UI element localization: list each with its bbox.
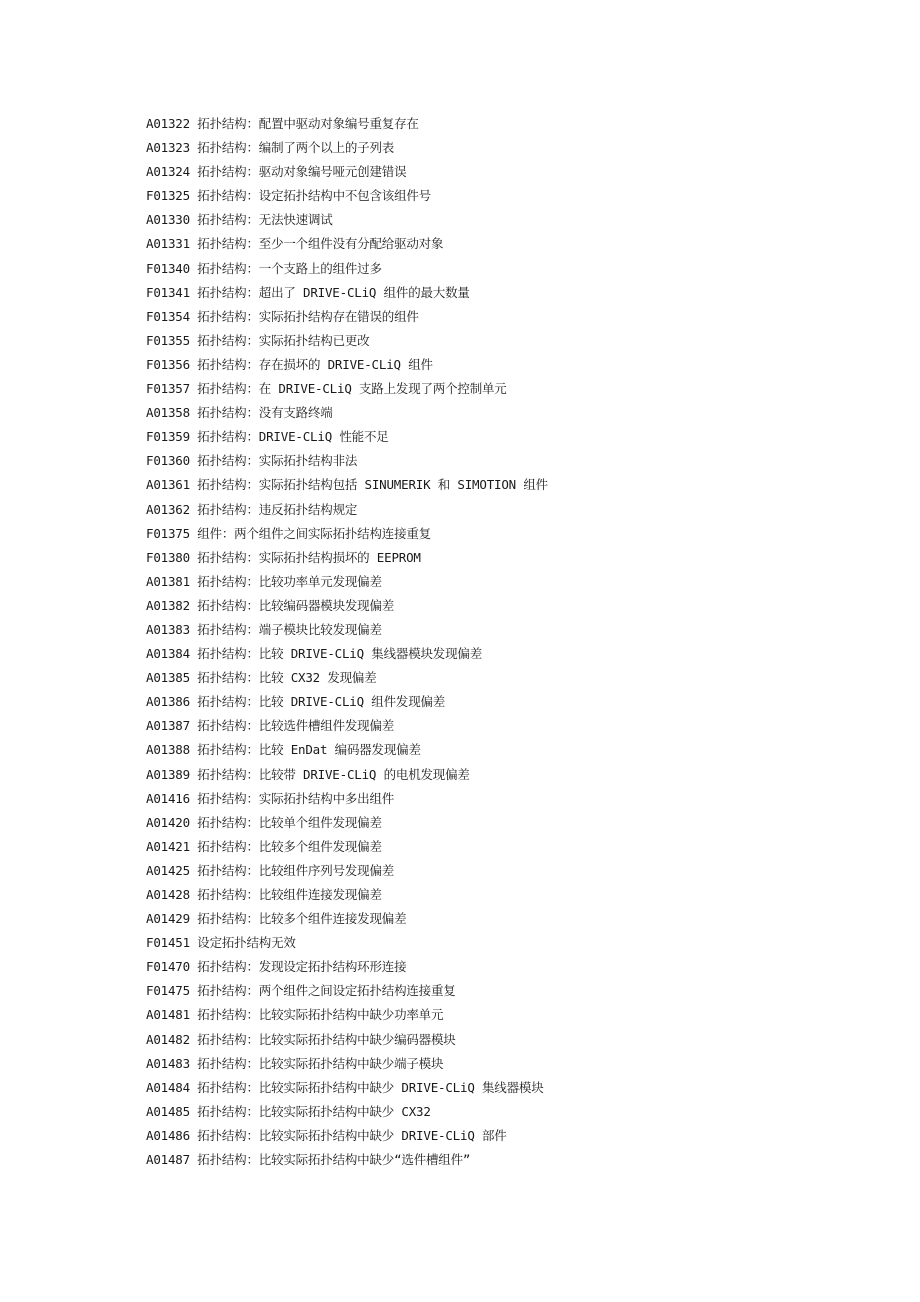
fault-line: F01356 拓扑结构：存在损坏的 DRIVE-CLiQ 组件: [146, 356, 433, 372]
fault-line: A01383 拓扑结构：端子模块比较发现偏差: [146, 621, 382, 637]
fault-line: A01381 拓扑结构：比较功率单元发现偏差: [146, 573, 382, 589]
fault-line: A01388 拓扑结构：比较 EnDat 编码器发现偏差: [146, 742, 421, 758]
fault-line: A01421 拓扑结构：比较多个组件发现偏差: [146, 838, 382, 854]
fault-line: A01385 拓扑结构：比较 CX32 发现偏差: [146, 670, 377, 686]
fault-line: F01359 拓扑结构：DRIVE-CLiQ 性能不足: [146, 429, 389, 445]
fault-line: A01482 拓扑结构：比较实际拓扑结构中缺少编码器模块: [146, 1031, 456, 1047]
fault-line: A01389 拓扑结构：比较带 DRIVE-CLiQ 的电机发现偏差: [146, 766, 470, 782]
fault-line: A01330 拓扑结构：无法快速调试: [146, 212, 333, 228]
fault-line: A01382 拓扑结构：比较编码器模块发现偏差: [146, 597, 395, 613]
fault-line: A01362 拓扑结构：违反拓扑结构规定: [146, 501, 358, 517]
fault-line: A01358 拓扑结构：没有支路终端: [146, 405, 333, 421]
fault-line: A01484 拓扑结构：比较实际拓扑结构中缺少 DRIVE-CLiQ 集线器模块: [146, 1079, 544, 1095]
fault-line: F01475 拓扑结构：两个组件之间设定拓扑结构连接重复: [146, 983, 456, 999]
fault-line: F01355 拓扑结构：实际拓扑结构已更改: [146, 332, 370, 348]
fault-code-list: [146, 112, 846, 1172]
fault-line: A01323 拓扑结构：编制了两个以上的子列表: [146, 140, 395, 156]
fault-line: A01331 拓扑结构：至少一个组件没有分配给驱动对象: [146, 236, 444, 252]
fault-line: F01357 拓扑结构：在 DRIVE-CLiQ 支路上发现了两个控制单元: [146, 381, 507, 397]
fault-line: A01420 拓扑结构：比较单个组件发现偏差: [146, 814, 382, 830]
fault-line: F01340 拓扑结构：一个支路上的组件过多: [146, 260, 382, 276]
fault-line: A01425 拓扑结构：比较组件序列号发现偏差: [146, 862, 395, 878]
fault-line: F01375 组件：两个组件之间实际拓扑结构连接重复: [146, 525, 431, 541]
fault-line: A01481 拓扑结构：比较实际拓扑结构中缺少功率单元: [146, 1007, 444, 1023]
fault-line: A01428 拓扑结构：比较组件连接发现偏差: [146, 887, 382, 902]
fault-line: F01470 拓扑结构：发现设定拓扑结构环形连接: [146, 959, 407, 975]
fault-line: A01386 拓扑结构：比较 DRIVE-CLiQ 组件发现偏差: [146, 694, 446, 710]
fault-line: A01485 拓扑结构：比较实际拓扑结构中缺少 CX32: [146, 1103, 431, 1119]
fault-line: F01325 拓扑结构：设定拓扑结构中不包含该组件号: [146, 188, 431, 204]
fault-line: F01360 拓扑结构：实际拓扑结构非法: [146, 453, 358, 469]
fault-line: A01387 拓扑结构：比较选件槽组件发现偏差: [146, 718, 395, 734]
fault-line: A01416 拓扑结构：实际拓扑结构中多出组件: [146, 790, 395, 806]
fault-line: F01354 拓扑结构：实际拓扑结构存在错误的组件: [146, 308, 419, 324]
fault-line: A01384 拓扑结构：比较 DRIVE-CLiQ 集线器模块发现偏差: [146, 646, 482, 662]
fault-line: A01486 拓扑结构：比较实际拓扑结构中缺少 DRIVE-CLiQ 部件: [146, 1127, 507, 1143]
fault-line: A01322 拓扑结构：配置中驱动对象编号重复存在: [146, 116, 419, 131]
fault-line: F01341 拓扑结构：超出了 DRIVE-CLiQ 组件的最大数量: [146, 284, 470, 300]
fault-line: A01487 拓扑结构：比较实际拓扑结构中缺少“选件槽组件”: [146, 1152, 471, 1168]
fault-line: F01380 拓扑结构：实际拓扑结构损坏的 EEPROM: [146, 549, 421, 565]
fault-line: A01429 拓扑结构：比较多个组件连接发现偏差: [146, 911, 407, 927]
fault-line: A01361 拓扑结构：实际拓扑结构包括 SINUMERIK 和 SIMOTION 组件: [146, 477, 548, 493]
fault-line: A01483 拓扑结构：比较实际拓扑结构中缺少端子模块: [146, 1055, 444, 1071]
fault-line: A01324 拓扑结构：驱动对象编号哑元创建错误: [146, 164, 407, 180]
fault-line: F01451 设定拓扑结构无效: [146, 935, 296, 951]
